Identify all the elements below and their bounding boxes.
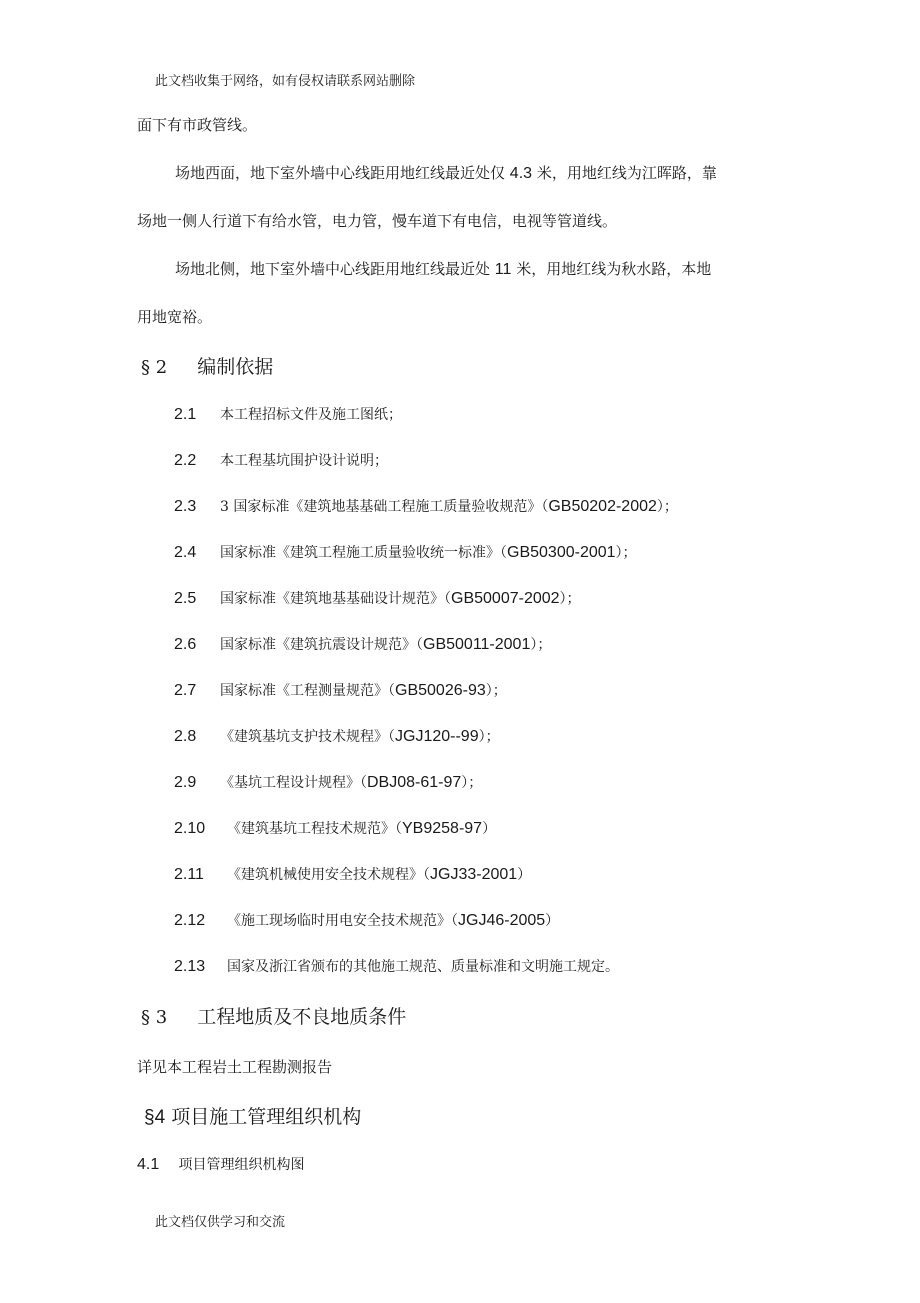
paragraph-line: [175, 258, 711, 279]
section-mark: § 3: [141, 1007, 168, 1028]
reference-text: 《施工现场临时用电安全技术规范》（: [227, 913, 458, 929]
standard-code: GB50011-2001: [423, 636, 531, 653]
reference-punct: ）；: [478, 729, 500, 745]
paragraph-text: 米，用地红线为秋水路，本地: [516, 260, 712, 278]
reference-number: 2.3: [174, 498, 197, 515]
standard-code: YB9258-97: [402, 820, 483, 837]
reference-text: 《建筑基坑支护技术规程》（: [220, 729, 395, 745]
paragraph-line: [175, 162, 717, 183]
reference-text: 本工程招标文件及施工图纸；: [220, 407, 402, 423]
reference-item: [174, 910, 559, 930]
reference-punct: ）；: [485, 683, 507, 699]
subsection-number: 4.1: [137, 1156, 160, 1173]
reference-item: [174, 864, 531, 884]
reference-number: 2.5: [174, 590, 197, 607]
reference-punct: ）；: [615, 545, 637, 561]
standard-code: DBJ08-61-97: [367, 774, 462, 791]
reference-item: [174, 496, 678, 516]
section-heading-4: [144, 1102, 361, 1129]
reference-punct: ）；: [656, 499, 678, 515]
standard-code: GB50202-2002: [548, 498, 657, 515]
reference-number: 2.10: [174, 820, 206, 837]
distance-value: 4.3: [509, 165, 533, 182]
reference-number: 2.13: [174, 958, 206, 975]
reference-item: [174, 404, 402, 424]
paragraph-line: 面下有市政管线。: [137, 116, 258, 134]
section-mark: § 2: [141, 357, 168, 378]
section-heading-2: [141, 352, 273, 379]
reference-text: 国家及浙江省颁布的其他施工规范、质量标准和文明施工规定。: [227, 959, 619, 975]
reference-item: [174, 634, 551, 654]
section-text: 详见本工程岩土工程勘测报告: [137, 1058, 333, 1076]
header-note: 此文档收集于网络，如有侵权请联系网站删除: [155, 74, 416, 89]
reference-number: 2.12: [174, 912, 206, 929]
reference-item: [174, 772, 482, 792]
section-mark: §4: [144, 1107, 166, 1128]
standard-code: JGJ46-2005: [458, 912, 546, 929]
reference-text: 本工程基坑围护设计说明；: [220, 453, 388, 469]
paragraph-text: 场地北侧，地下室外墙中心线距用地红线最近处: [175, 260, 491, 278]
reference-number: 2.4: [174, 544, 197, 561]
paragraph-text: 米，用地红线为江晖路，靠: [536, 164, 717, 182]
reference-item: [174, 818, 496, 838]
reference-punct: ）；: [461, 775, 483, 791]
footer-note: 此文档仅供学习和交流: [155, 1215, 286, 1230]
reference-number: 2.8: [174, 728, 197, 745]
subsection-heading-4-1: [137, 1154, 304, 1174]
section-heading-3: [141, 1002, 406, 1029]
reference-number: 2.11: [174, 866, 204, 883]
reference-text: 国家标准《工程测量规范》（: [220, 683, 395, 699]
paragraph-text: 场地西面，地下室外墙中心线距用地红线最近处仅: [175, 164, 506, 182]
reference-text: 国家标准《建筑地基基础设计规范》（: [220, 591, 451, 607]
paragraph-line: 用地宽裕。: [137, 308, 213, 326]
reference-punct: ）: [517, 867, 532, 883]
paragraph-line: 场地一侧人行道下有给水管，电力管，慢车道下有电信，电视等管道线。: [137, 212, 618, 230]
reference-punct: ）；: [530, 637, 552, 653]
standard-code: GB50026-93: [395, 682, 486, 699]
section-title: 工程地质及不良地质条件: [197, 1006, 407, 1028]
reference-item: [174, 450, 388, 470]
reference-number: 2.1: [174, 406, 197, 423]
reference-punct: ）: [545, 913, 560, 929]
reference-text: 《基坑工程设计规程》（: [220, 775, 367, 791]
reference-text: 3 国家标准《建筑地基基础工程施工质量验收规范》（: [220, 499, 549, 515]
subsection-title: 项目管理组织机构图: [178, 1157, 305, 1173]
section-title: 编制依据: [197, 356, 274, 378]
reference-number: 2.6: [174, 636, 197, 653]
reference-punct: ）；: [559, 591, 581, 607]
reference-item: [174, 542, 637, 562]
standard-code: JGJ120--99: [395, 728, 479, 745]
section-title: 项目施工管理组织机构: [171, 1106, 362, 1128]
reference-number: 2.2: [174, 452, 197, 469]
reference-number: 2.9: [174, 774, 197, 791]
distance-value: 11: [494, 261, 512, 278]
reference-number: 2.7: [174, 682, 197, 699]
reference-item: [174, 588, 581, 608]
standard-code: GB50300-2001: [507, 544, 616, 561]
standard-code: JGJ33-2001: [430, 866, 518, 883]
reference-text: 《建筑基坑工程技术规范》（: [227, 821, 402, 837]
reference-text: 国家标准《建筑工程施工质量验收统一标准》（: [220, 545, 507, 561]
standard-code: GB50007-2002: [451, 590, 560, 607]
reference-item: [174, 680, 507, 700]
reference-text: 国家标准《建筑抗震设计规范》（: [220, 637, 423, 653]
reference-text: 《建筑机械使用安全技术规程》（: [227, 867, 430, 883]
reference-punct: ）: [482, 821, 497, 837]
reference-item: [174, 956, 619, 976]
reference-item: [174, 726, 500, 746]
